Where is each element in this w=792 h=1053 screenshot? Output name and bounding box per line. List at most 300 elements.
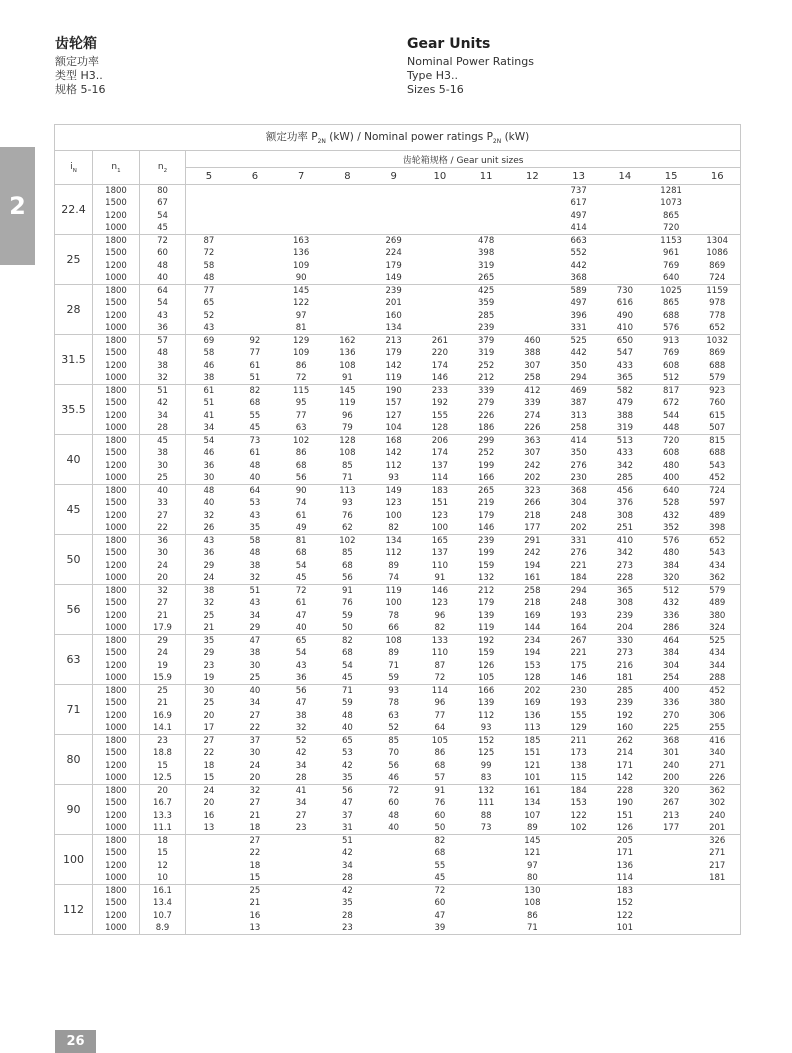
power-rating-cell: 48 <box>186 485 232 498</box>
output-speed-cell: 20 <box>140 572 186 585</box>
power-rating-cell <box>602 260 648 273</box>
power-rating-cell <box>371 885 417 898</box>
power-rating-cell: 416 <box>694 735 740 748</box>
power-rating-cell: 452 <box>694 685 740 698</box>
input-speed-cell: 1200 <box>93 760 140 773</box>
power-rating-cell: 69 <box>186 335 232 348</box>
power-rating-cell: 91 <box>324 585 370 598</box>
table-row <box>55 260 741 273</box>
power-rating-cell: 13 <box>203 823 215 833</box>
power-rating-cell: 206 <box>417 435 463 448</box>
power-rating-cell: 50 <box>434 823 446 833</box>
power-rating-cell: 47 <box>295 698 307 709</box>
power-rating-cell: 724 <box>694 485 740 498</box>
output-speed-cell: 30 <box>140 547 186 560</box>
power-rating-cell <box>232 247 278 260</box>
power-rating-cell <box>509 297 555 310</box>
col-header-n2: $n_2$ <box>140 151 186 185</box>
power-rating-cell: 48 <box>249 548 261 559</box>
power-rating-cell: 248 <box>570 510 587 521</box>
power-rating-cell: 142 <box>385 448 402 459</box>
power-rating-cell: 89 <box>388 560 400 571</box>
power-rating-cell: 398 <box>478 248 495 259</box>
power-rating-cell: 760 <box>709 398 726 409</box>
power-rating-cell: 95 <box>295 398 307 409</box>
table-row <box>55 572 741 585</box>
power-rating-cell: 110 <box>431 648 448 659</box>
output-speed-cell: 54 <box>140 297 186 310</box>
output-speed-cell: 51 <box>140 385 186 398</box>
power-rating-cell: 40 <box>232 685 278 698</box>
power-rating-cell: 65 <box>324 735 370 748</box>
table-row <box>55 872 741 885</box>
power-rating-cell: 52 <box>203 310 215 321</box>
input-speed-cell: 1500 <box>93 497 140 510</box>
power-rating-cell: 16 <box>249 910 261 921</box>
power-rating-cell <box>324 197 370 210</box>
power-rating-cell <box>278 872 324 885</box>
table-row <box>55 810 741 823</box>
power-rating-cell: 218 <box>524 510 541 521</box>
power-rating-cell: 433 <box>616 360 633 371</box>
power-rating-cell: 91 <box>417 785 463 798</box>
power-rating-cell: 640 <box>648 485 694 498</box>
power-rating-cell: 62 <box>341 523 353 533</box>
power-rating-cell: 276 <box>570 548 587 559</box>
power-rating-cell: 161 <box>524 573 541 583</box>
power-rating-cell: 652 <box>709 323 726 333</box>
power-rating-cell: 56 <box>341 573 353 583</box>
power-rating-cell: 86 <box>526 910 538 921</box>
table-row <box>55 197 741 210</box>
power-rating-cell: 460 <box>509 335 555 348</box>
power-rating-cell: 59 <box>341 610 353 621</box>
power-rating-cell: 507 <box>709 423 726 433</box>
power-rating-cell: 201 <box>385 298 402 309</box>
power-rating-cell: 226 <box>478 410 495 421</box>
table-row <box>55 797 741 810</box>
power-rating-cell <box>278 910 324 923</box>
power-rating-cell: 155 <box>431 410 448 421</box>
power-rating-cell <box>463 897 509 910</box>
power-rating-cell: 183 <box>417 485 463 498</box>
power-rating-cell: 86 <box>295 448 307 459</box>
power-rating-cell: 50 <box>341 623 353 633</box>
power-rating-cell <box>278 860 324 873</box>
power-rating-cell: 368 <box>556 485 602 498</box>
power-rating-cell <box>417 197 463 210</box>
power-rating-cell: 71 <box>324 685 370 698</box>
power-rating-cell <box>232 210 278 223</box>
input-speed-cell: 1200 <box>93 460 140 473</box>
power-rating-cell: 923 <box>694 385 740 398</box>
power-rating-cell <box>324 285 370 298</box>
power-rating-cell: 126 <box>616 823 633 833</box>
power-rating-cell: 376 <box>616 498 633 509</box>
power-rating-cell: 35 <box>249 523 261 533</box>
power-rating-cell: 1032 <box>694 335 740 348</box>
power-rating-cell <box>324 260 370 273</box>
power-rating-cell: 205 <box>602 835 648 848</box>
power-rating-cell: 489 <box>709 598 726 609</box>
power-rating-cell: 114 <box>616 873 633 883</box>
power-rating-cell <box>324 310 370 323</box>
input-speed-cell: 1200 <box>93 360 140 373</box>
table-row <box>55 385 741 398</box>
power-rating-cell: 136 <box>616 860 633 871</box>
power-rating-cell <box>556 910 602 923</box>
header-english <box>407 36 534 97</box>
size-header-14: 14 <box>618 170 632 182</box>
power-rating-cell <box>417 210 463 223</box>
input-speed-cell: 1000 <box>93 322 140 335</box>
power-rating-cell: 815 <box>694 435 740 448</box>
power-rating-cell: 410 <box>616 323 633 333</box>
table-row <box>55 360 741 373</box>
power-rating-cell: 159 <box>478 560 495 571</box>
output-speed-cell: 54 <box>140 210 186 223</box>
power-rating-cell: 339 <box>463 385 509 398</box>
power-rating-cell: 119 <box>385 373 402 383</box>
table-row <box>55 660 741 673</box>
power-rating-cell: 87 <box>434 660 446 671</box>
power-rating-cell: 123 <box>385 498 402 509</box>
output-speed-cell: 21 <box>140 697 186 710</box>
power-rating-cell: 102 <box>570 823 587 833</box>
power-rating-cell: 185 <box>509 735 555 748</box>
power-rating-cell: 778 <box>709 310 726 321</box>
power-rating-cell: 13 <box>249 923 261 933</box>
power-rating-cell: 89 <box>526 823 538 833</box>
power-rating-cell: 87 <box>186 235 232 248</box>
power-rating-cell: 34 <box>203 423 215 433</box>
power-rating-cell: 15 <box>249 873 261 883</box>
power-rating-cell <box>417 322 463 335</box>
table-row <box>55 560 741 573</box>
power-rating-cell: 242 <box>524 460 541 471</box>
power-rating-cell: 252 <box>478 448 495 459</box>
power-rating-cell: 104 <box>385 423 402 433</box>
input-speed-cell: 1800 <box>93 535 140 548</box>
power-rating-cell <box>278 222 324 235</box>
power-rating-cell: 121 <box>524 760 541 771</box>
table-row <box>55 247 741 260</box>
power-rating-cell: 72 <box>203 248 215 259</box>
table-row <box>55 460 741 473</box>
power-rating-cell: 199 <box>478 460 495 471</box>
input-speed-cell: 1500 <box>93 297 140 310</box>
ratio-cell: 90 <box>55 785 93 835</box>
size-header-13: 13 <box>572 170 585 182</box>
power-rating-cell: 330 <box>602 635 648 648</box>
power-rating-cell: 199 <box>478 548 495 559</box>
table-row <box>55 397 741 410</box>
power-rating-cell: 113 <box>324 485 370 498</box>
col-header-n1: $n_1$ <box>93 151 140 185</box>
output-speed-cell: 80 <box>140 185 186 198</box>
power-rating-cell: 27 <box>232 835 278 848</box>
power-rating-cell: 47 <box>341 798 353 809</box>
power-rating-cell: 34 <box>341 860 353 871</box>
header-en-line1: Nominal Power Ratings <box>407 55 534 68</box>
power-rating-cell: 340 <box>709 748 726 759</box>
input-speed-cell: 1800 <box>93 885 140 898</box>
power-rating-cell: 400 <box>648 685 694 698</box>
ratio-cell: 100 <box>55 835 93 885</box>
input-speed-cell: 1200 <box>93 810 140 823</box>
power-rating-cell: 55 <box>434 860 446 871</box>
power-rating-cell <box>186 185 232 198</box>
power-rating-cell: 442 <box>570 260 587 271</box>
power-rating-cell: 146 <box>478 523 495 533</box>
power-rating-cell: 217 <box>709 860 726 871</box>
power-rating-cell <box>509 272 555 285</box>
power-rating-cell: 202 <box>570 523 587 533</box>
power-rating-cell: 82 <box>388 523 400 533</box>
power-rating-cell: 90 <box>278 485 324 498</box>
power-rating-cell: 16 <box>203 810 215 821</box>
table-row <box>55 347 741 360</box>
power-rating-cell: 29 <box>203 560 215 571</box>
power-rating-cell <box>278 835 324 848</box>
size-header-12: 12 <box>526 170 539 182</box>
power-rating-cell: 108 <box>524 898 541 909</box>
power-rating-cell: 339 <box>524 398 541 409</box>
power-rating-cell: 31 <box>341 823 353 833</box>
power-rating-cell: 79 <box>341 423 353 433</box>
power-rating-cell: 181 <box>709 873 726 883</box>
output-speed-cell: 25 <box>140 472 186 485</box>
power-rating-cell: 48 <box>249 460 261 471</box>
power-rating-cell: 288 <box>709 673 726 683</box>
power-rating-cell: 291 <box>509 535 555 548</box>
power-rating-cell: 35 <box>186 635 232 648</box>
ratio-cell: 22.4 <box>55 185 93 235</box>
power-rating-cell: 40 <box>295 623 307 633</box>
power-rating-cell: 307 <box>524 360 541 371</box>
power-rating-cell: 85 <box>341 460 353 471</box>
power-rating-cell: 112 <box>385 460 402 471</box>
power-rating-cell: 218 <box>524 598 541 609</box>
power-rating-cell: 512 <box>648 585 694 598</box>
power-rating-cell: 363 <box>509 435 555 448</box>
table-row <box>55 772 741 785</box>
power-rating-cell: 122 <box>616 910 633 921</box>
input-speed-cell: 1800 <box>93 335 140 348</box>
power-rating-cell: 129 <box>278 335 324 348</box>
power-rating-cell: 41 <box>278 785 324 798</box>
power-rating-cell: 38 <box>186 585 232 598</box>
power-rating-cell: 547 <box>616 348 633 359</box>
input-speed-cell: 1000 <box>93 672 140 685</box>
table-row <box>55 322 741 335</box>
power-rating-cell: 45 <box>341 673 353 683</box>
power-rating-cell <box>371 922 417 935</box>
table-row <box>55 435 741 448</box>
power-rating-cell: 513 <box>602 435 648 448</box>
power-rating-cell <box>186 210 232 223</box>
input-speed-cell: 1000 <box>93 922 140 935</box>
output-speed-cell: 72 <box>140 235 186 248</box>
power-rating-cell <box>371 185 417 198</box>
output-speed-cell: 20 <box>140 785 186 798</box>
header-en-line3: Sizes 5-16 <box>407 83 464 96</box>
power-rating-cell: 251 <box>616 523 633 533</box>
power-rating-cell: 43 <box>186 535 232 548</box>
power-rating-cell <box>556 835 602 848</box>
power-rating-cell: 425 <box>463 285 509 298</box>
power-rating-cell: 34 <box>249 610 261 621</box>
size-header-11: 11 <box>479 170 493 182</box>
power-rating-cell: 193 <box>570 610 587 621</box>
power-rating-cell: 720 <box>663 223 680 233</box>
power-rating-cell: 434 <box>709 648 726 659</box>
power-rating-cell: 59 <box>388 673 400 683</box>
power-rating-cell: 239 <box>463 535 509 548</box>
power-rating-cell: 169 <box>524 698 541 709</box>
output-speed-cell: 17.9 <box>140 622 186 635</box>
ratio-cell: 80 <box>55 735 93 785</box>
power-rating-cell <box>232 197 278 210</box>
power-rating-cell <box>324 222 370 235</box>
power-rating-cell: 489 <box>709 510 726 521</box>
power-rating-cell <box>186 197 232 210</box>
power-rating-cell <box>509 322 555 335</box>
power-rating-cell: 76 <box>341 510 353 521</box>
power-rating-cell: 313 <box>570 410 587 421</box>
power-rating-cell: 72 <box>434 673 446 683</box>
input-speed-cell: 1800 <box>93 235 140 248</box>
power-rating-cell: 110 <box>431 560 448 571</box>
power-rating-cell: 464 <box>648 635 694 648</box>
power-rating-cell: 119 <box>371 585 417 598</box>
power-rating-cell: 68 <box>341 560 353 571</box>
power-rating-cell: 51 <box>232 585 278 598</box>
power-rating-cell <box>694 910 740 923</box>
power-rating-cell <box>602 185 648 198</box>
power-rating-cell: 71 <box>388 660 400 671</box>
power-rating-cell: 74 <box>295 498 307 509</box>
power-rating-cell <box>509 260 555 273</box>
power-rating-cell: 51 <box>249 373 261 383</box>
power-rating-cell: 220 <box>431 348 448 359</box>
power-rating-cell: 146 <box>431 373 448 383</box>
power-rating-cell: 160 <box>616 723 633 733</box>
power-rating-cell <box>186 860 232 873</box>
table-row <box>55 685 741 698</box>
power-rating-cell: 107 <box>524 810 541 821</box>
output-speed-cell: 8.9 <box>140 922 186 935</box>
table-row <box>55 760 741 773</box>
power-rating-cell: 576 <box>648 535 694 548</box>
power-rating-cell: 45 <box>295 573 307 583</box>
power-rating-cell: 162 <box>324 335 370 348</box>
power-rating-cell: 497 <box>570 298 587 309</box>
power-rating-cell: 543 <box>709 548 726 559</box>
power-rating-cell: 650 <box>602 335 648 348</box>
power-rating-cell: 219 <box>478 498 495 509</box>
power-rating-cell: 18 <box>203 760 215 771</box>
output-speed-cell: 43 <box>140 310 186 323</box>
power-rating-cell <box>324 297 370 310</box>
power-rating-cell: 90 <box>295 273 307 283</box>
power-rating-cell: 226 <box>524 423 541 433</box>
ratio-cell: 25 <box>55 235 93 285</box>
power-rating-cell: 387 <box>570 398 587 409</box>
power-rating-cell: 55 <box>249 410 261 421</box>
table-row <box>55 310 741 323</box>
power-rating-cell: 342 <box>616 548 633 559</box>
power-rating-cell: 77 <box>434 710 446 721</box>
power-rating-cell: 179 <box>478 598 495 609</box>
table-row <box>55 522 741 535</box>
power-rating-cell <box>324 247 370 260</box>
power-rating-cell: 114 <box>417 685 463 698</box>
power-rating-cell: 145 <box>278 285 324 298</box>
output-speed-cell: 36 <box>140 322 186 335</box>
power-rating-cell: 85 <box>371 735 417 748</box>
power-rating-cell: 410 <box>602 535 648 548</box>
power-rating-cell: 38 <box>203 373 215 383</box>
power-rating-cell <box>324 235 370 248</box>
power-rating-cell: 869 <box>709 260 726 271</box>
power-rating-cell: 134 <box>524 798 541 809</box>
power-rating-cell: 68 <box>434 848 446 859</box>
power-rating-cell: 35 <box>341 898 353 909</box>
power-rating-cell: 213 <box>371 335 417 348</box>
power-rating-cell: 77 <box>249 348 261 359</box>
power-rating-cell <box>186 910 232 923</box>
power-rating-cell: 56 <box>278 685 324 698</box>
power-rating-cell: 66 <box>388 623 400 633</box>
power-rating-cell: 134 <box>371 535 417 548</box>
power-rating-cell <box>232 310 278 323</box>
power-rating-cell: 136 <box>339 348 356 359</box>
power-rating-cell: 46 <box>203 448 215 459</box>
power-rating-cell: 22 <box>203 748 215 759</box>
power-rating-cell <box>648 860 694 873</box>
header-en-title: Gear Units <box>407 36 491 52</box>
power-rating-cell: 323 <box>509 485 555 498</box>
input-speed-cell: 1800 <box>93 285 140 298</box>
power-rating-cell: 74 <box>388 573 400 583</box>
power-rating-cell: 142 <box>616 773 633 783</box>
power-rating-cell: 398 <box>709 523 726 533</box>
power-rating-cell: 91 <box>434 573 446 583</box>
power-rating-cell: 71 <box>341 473 353 483</box>
ratio-cell: 63 <box>55 635 93 685</box>
power-rating-cell: 108 <box>371 635 417 648</box>
table-row <box>55 910 741 923</box>
power-rating-cell <box>463 910 509 923</box>
power-rating-cell: 51 <box>203 398 215 409</box>
power-rating-cell <box>463 885 509 898</box>
power-rating-cell: 73 <box>480 823 492 833</box>
power-rating-cell: 28 <box>341 910 353 921</box>
power-rating-cell: 97 <box>526 860 538 871</box>
power-rating-cell <box>186 897 232 910</box>
power-rating-cell: 448 <box>663 423 680 433</box>
power-rating-cell: 68 <box>295 460 307 471</box>
power-rating-cell: 240 <box>663 760 680 771</box>
power-rating-cell: 434 <box>709 560 726 571</box>
power-rating-cell: 112 <box>478 710 495 721</box>
power-rating-cell: 139 <box>478 610 495 621</box>
power-rating-cell: 73 <box>232 435 278 448</box>
power-rating-cell: 169 <box>524 610 541 621</box>
power-rating-cell: 28 <box>295 773 307 783</box>
power-rating-cell: 285 <box>478 310 495 321</box>
